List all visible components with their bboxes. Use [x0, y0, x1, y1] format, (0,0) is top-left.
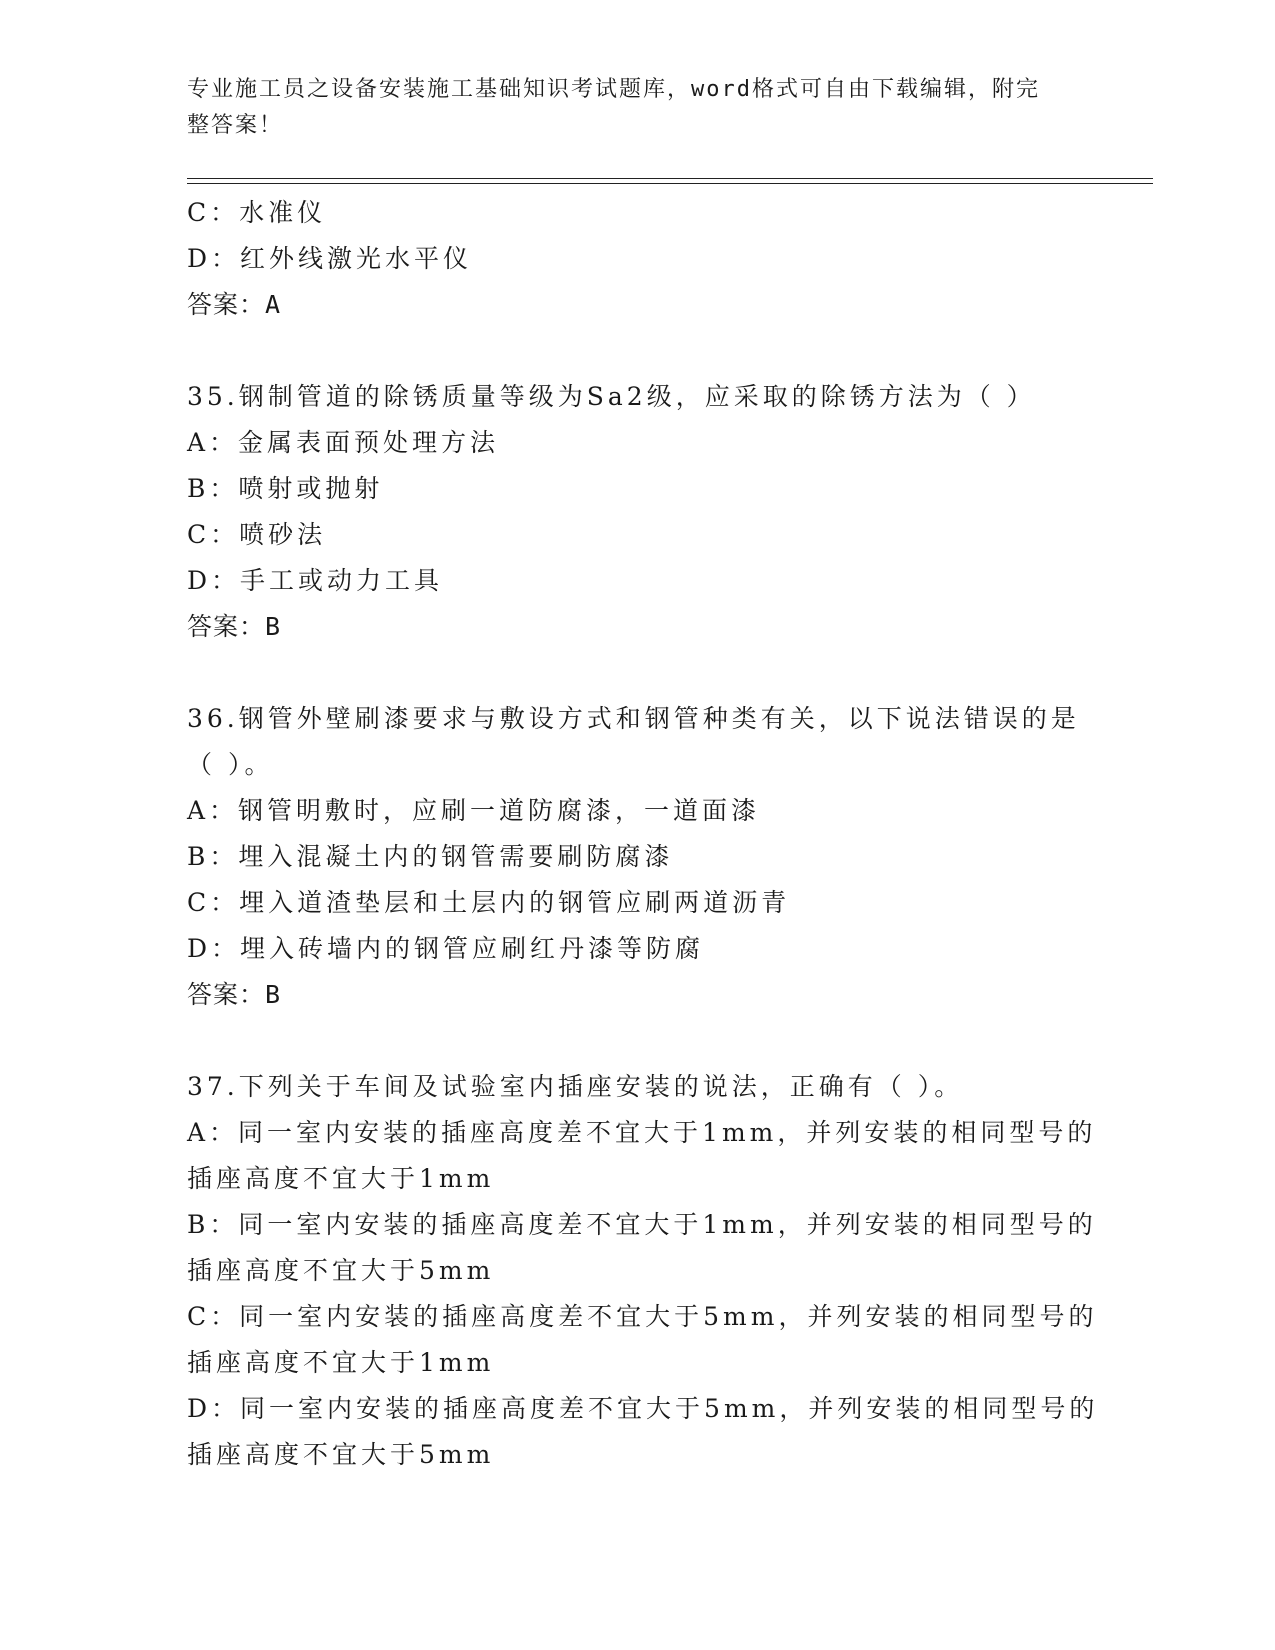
spacer	[187, 1018, 1087, 1064]
option-b: B：喷射或抛射	[187, 474, 384, 503]
question-stem: 35.钢制管道的除锈质量等级为Sa2级，应采取的除锈方法为（ ）	[187, 382, 1036, 411]
option-a: A：金属表面预处理方法	[187, 428, 500, 457]
header-divider-bottom	[187, 183, 1153, 184]
option-b-line-2: 插座高度不宜大于5mm	[187, 1256, 495, 1285]
option-d-line-1: D：同一室内安装的插座高度差不宜大于5mm，并列安装的相同型号的	[187, 1394, 1099, 1423]
question-36	[187, 696, 1087, 1018]
option-b: B：埋入混凝土内的钢管需要刷防腐漆	[187, 842, 674, 871]
document-header	[187, 72, 1067, 144]
header-line-2: 整答案！	[187, 113, 284, 138]
option-a-line-1: A：同一室内安装的插座高度差不宜大于1mm，并列安装的相同型号的	[187, 1118, 1097, 1147]
spacer	[187, 328, 1087, 374]
spacer	[187, 650, 1087, 696]
question-37	[187, 1064, 1099, 1478]
option-c: C：水准仪	[187, 198, 327, 227]
header-line-1: 专业施工员之设备安装施工基础知识考试题库，word格式可自由下载编辑，附完	[187, 77, 1040, 102]
answer: 答案：B	[187, 612, 282, 641]
option-d: D：手工或动力工具	[187, 566, 444, 595]
option-c-line-1: C：同一室内安装的插座高度差不宜大于5mm，并列安装的相同型号的	[187, 1302, 1098, 1331]
answer: 答案：B	[187, 980, 282, 1009]
prev-question-tail	[187, 190, 1087, 328]
answer: 答案：A	[187, 290, 282, 319]
option-b-line-1: B：同一室内安装的插座高度差不宜大于1mm，并列安装的相同型号的	[187, 1210, 1097, 1239]
header-divider-top	[187, 178, 1153, 179]
question-stem-line-1: 36.钢管外壁刷漆要求与敷设方式和钢管种类有关，以下说法错误的是	[187, 704, 1080, 733]
option-a-line-2: 插座高度不宜大于1mm	[187, 1164, 495, 1193]
option-c-line-2: 插座高度不宜大于1mm	[187, 1348, 495, 1377]
option-c: C：喷砂法	[187, 520, 327, 549]
option-d: D：埋入砖墙内的钢管应刷红丹漆等防腐	[187, 934, 705, 963]
option-c: C：埋入道渣垫层和土层内的钢管应刷两道沥青	[187, 888, 791, 917]
option-a: A：钢管明敷时，应刷一道防腐漆，一道面漆	[187, 796, 761, 825]
question-list	[187, 190, 1099, 1478]
option-d-line-2: 插座高度不宜大于5mm	[187, 1440, 495, 1469]
option-d: D：红外线激光水平仪	[187, 244, 473, 273]
question-stem: 37.下列关于车间及试验室内插座安装的说法，正确有（ ）。	[187, 1072, 964, 1101]
question-stem-line-2: （ ）。	[187, 750, 274, 779]
question-35	[187, 374, 1087, 650]
